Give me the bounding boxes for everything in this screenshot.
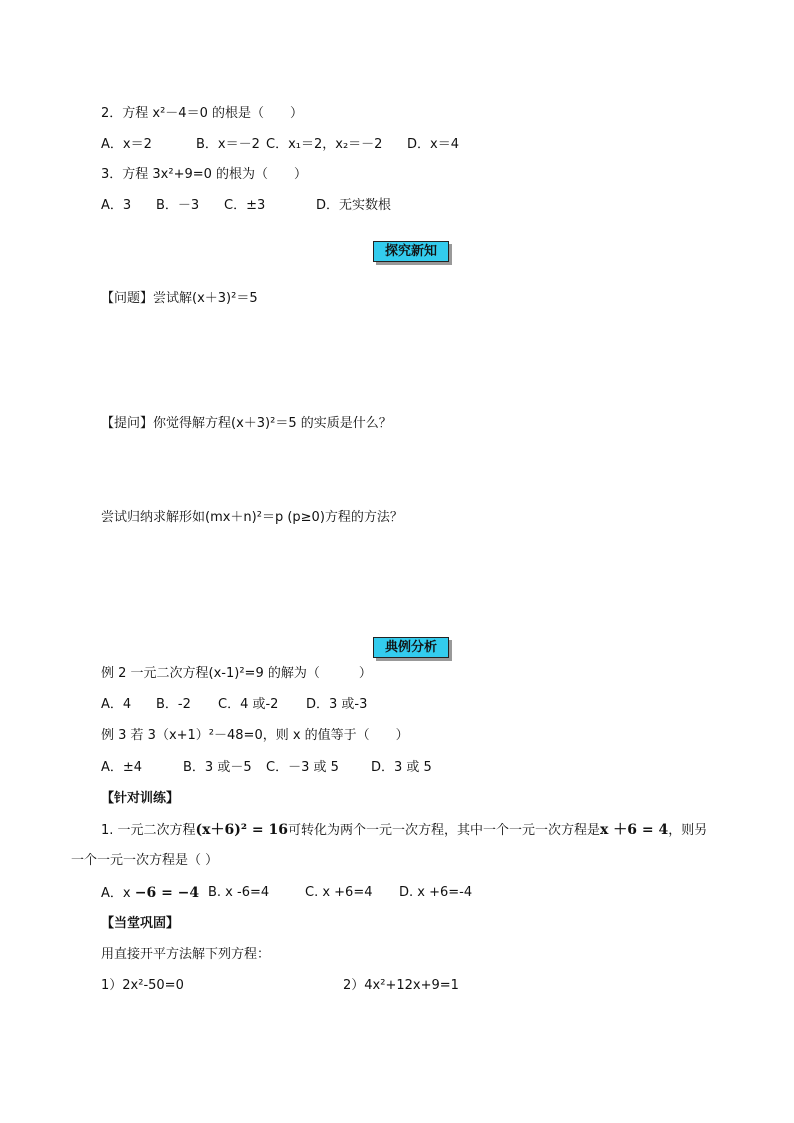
training-option-a [101,884,199,903]
training-equation-2: x ＋6 = 4 [600,822,669,838]
training-option-c: C. x +6=4 [305,885,373,900]
section-badge-explore: 探究新知 [373,241,449,262]
q3-option-b: B．－3 [156,198,200,213]
q2-option-a: A．x＝2 [101,137,152,152]
consolidate-problem-1: 1）2x²-50=0 [101,978,184,993]
training-equation-1: (x＋6)² = 16 [195,822,288,838]
training-option-a-label: A．x [101,886,135,901]
q2-option-d: D．x＝4 [407,137,459,152]
training-heading: 【针对训练】 [101,791,180,806]
training-text-start: 1. 一元二次方程 [101,823,196,838]
question-2: 2．方程 x²－4＝0 的根是（ ） [101,106,303,121]
ex3-option-b: B．3 或－5 [183,760,252,775]
consolidate-instruction: 用直接开平方法解下列方程： [101,947,271,962]
ask-statement: 【提问】你觉得解方程(x＋3)²＝5 的实质是什么？ [101,416,392,431]
training-text-mid: 可转化为两个一元一次方程，其中一个一元一次方程是 [287,823,600,838]
ex3-option-d: D．3 或 5 [371,760,432,775]
summary-prompt: 尝试归纳求解形如(mx＋n)²＝p (p≥0)方程的方法？ [101,510,403,525]
training-problem-line-2: 一个一元一次方程是（ ） [71,853,219,868]
q3-option-d: D．无实数根 [316,198,392,213]
ex2-option-a: A．4 [101,697,132,712]
training-option-a-equation: −6 = −4 [134,885,200,901]
ex2-option-d: D．3 或-3 [306,697,368,712]
consolidate-problem-2: 2）4x²+12x+9=1 [343,978,459,993]
ex2-option-b: B．-2 [156,697,191,712]
training-problem-line-1 [101,821,707,840]
ex2-option-c: C．4 或-2 [218,697,279,712]
question-3: 3．方程 3x²+9=0 的根为（ ） [101,167,308,182]
ex3-option-a: A．±4 [101,760,143,775]
q3-option-c: C．±3 [224,198,266,213]
training-text-end: ，则另 [668,823,708,838]
q2-option-c: C．x₁＝2，x₂＝－2 [266,137,383,152]
example-3: 例 3 若 3（x+1）²－48=0，则 x 的值等于（ ） [101,728,409,743]
section-badge-examples: 典例分析 [373,637,449,658]
example-2: 例 2 一元二次方程(x-1)²=9 的解为（ ） [101,666,372,681]
ex3-option-c: C．－3 或 5 [266,760,339,775]
q3-option-a: A．3 [101,198,132,213]
consolidate-heading: 【当堂巩固】 [101,916,180,931]
training-option-b: B. x -6=4 [208,885,270,900]
problem-statement: 【问题】尝试解(x＋3)²＝5 [101,291,258,306]
training-option-d: D. x +6=-4 [399,885,473,900]
q2-option-b: B．x＝－2 [196,137,260,152]
